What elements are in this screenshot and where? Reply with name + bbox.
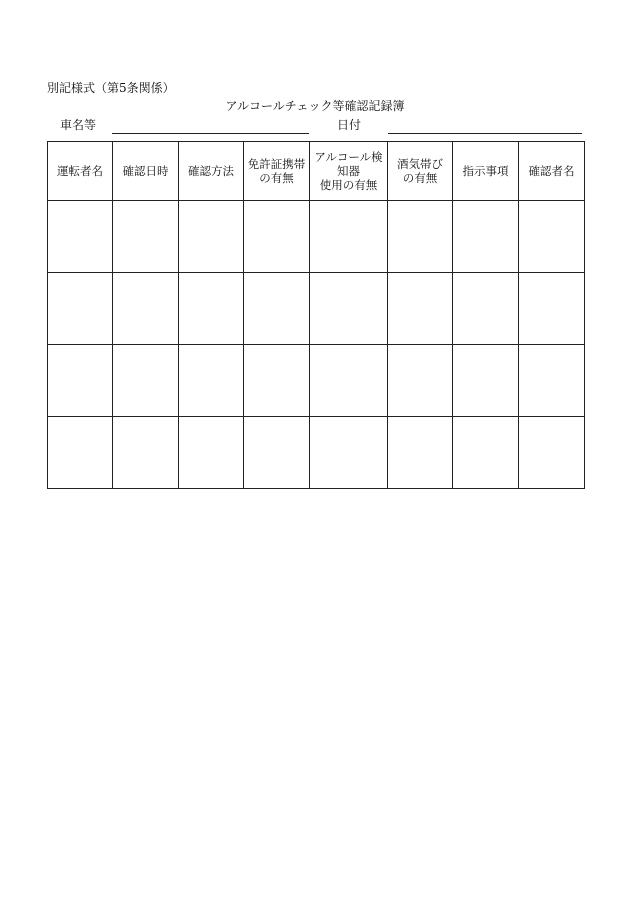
vehicle-name-label: 車名等 <box>60 118 97 132</box>
table-row <box>48 417 585 489</box>
table-cell[interactable] <box>179 273 244 345</box>
table-cell[interactable] <box>244 345 310 417</box>
document-title: アルコールチェック等確認記録簿 <box>225 99 405 113</box>
table-cell[interactable] <box>388 201 453 273</box>
table-cell[interactable] <box>113 273 179 345</box>
column-header-driver-name: 運転者名 <box>48 142 113 201</box>
date-label: 日付 <box>337 118 362 132</box>
table-cell[interactable] <box>244 417 310 489</box>
table-cell[interactable] <box>179 201 244 273</box>
table-cell[interactable] <box>453 345 519 417</box>
table-cell[interactable] <box>244 201 310 273</box>
column-header-checker-name: 確認者名 <box>519 142 585 201</box>
column-header-license-carried: 免許証携帯 の有無 <box>244 142 310 201</box>
column-header-instructions: 指示事項 <box>453 142 519 201</box>
table-cell[interactable] <box>453 273 519 345</box>
table-cell[interactable] <box>113 345 179 417</box>
table-cell[interactable] <box>48 273 113 345</box>
vehicle-name-field[interactable] <box>112 133 309 134</box>
table-cell[interactable] <box>179 417 244 489</box>
table-cell[interactable] <box>519 201 585 273</box>
table-cell[interactable] <box>113 201 179 273</box>
column-header-check-method: 確認方法 <box>179 142 244 201</box>
table-cell[interactable] <box>310 201 388 273</box>
table-cell[interactable] <box>310 273 388 345</box>
table-cell[interactable] <box>388 417 453 489</box>
table-cell[interactable] <box>519 345 585 417</box>
table-cell[interactable] <box>310 417 388 489</box>
table-row <box>48 273 585 345</box>
table-cell[interactable] <box>453 201 519 273</box>
table-row <box>48 345 585 417</box>
alcohol-check-record-table <box>47 141 585 489</box>
form-number-label: 別記様式（第5条関係） <box>47 81 175 95</box>
table-cell[interactable] <box>113 417 179 489</box>
table-cell[interactable] <box>48 345 113 417</box>
table-cell[interactable] <box>179 345 244 417</box>
table-cell[interactable] <box>453 417 519 489</box>
table-row <box>48 201 585 273</box>
table-cell[interactable] <box>244 273 310 345</box>
column-header-detector-used: アルコール検 知器 使用の有無 <box>310 142 388 201</box>
table-cell[interactable] <box>48 417 113 489</box>
column-header-alcohol-present: 酒気帯び の有無 <box>388 142 453 201</box>
table-cell[interactable] <box>388 345 453 417</box>
table-cell[interactable] <box>519 417 585 489</box>
table-cell[interactable] <box>310 345 388 417</box>
table-cell[interactable] <box>519 273 585 345</box>
date-field[interactable] <box>388 133 582 134</box>
table-header-row <box>48 142 585 201</box>
table-cell[interactable] <box>48 201 113 273</box>
table-cell[interactable] <box>388 273 453 345</box>
column-header-check-datetime: 確認日時 <box>113 142 179 201</box>
